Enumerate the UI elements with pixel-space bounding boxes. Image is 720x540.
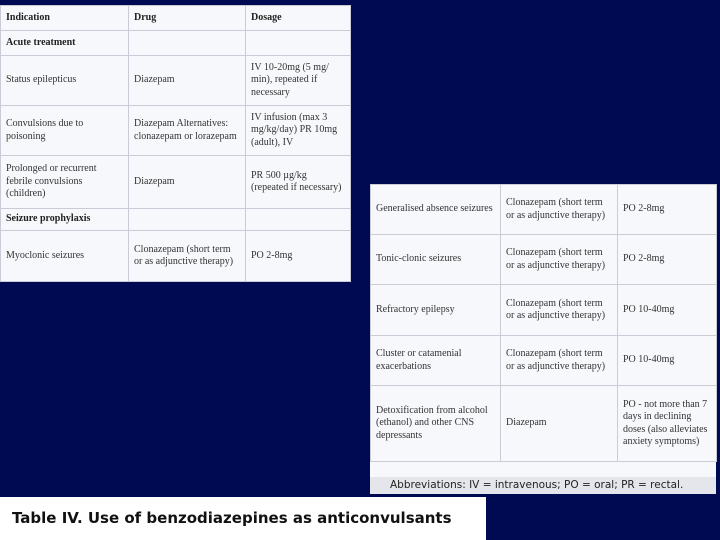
drug-cell: Diazepam Alternatives: clonazepam or lorazepam	[129, 106, 246, 156]
drug-cell: Clonazepam (short term or as adjunctive therapy)	[501, 185, 618, 235]
drug-cell: Diazepam	[129, 156, 246, 209]
drug-cell: Clonazepam (short term or as adjunctive therapy)	[501, 235, 618, 285]
drug-cell: Clonazepam (short term or as adjunctive therapy)	[129, 231, 246, 282]
table-caption: Table IV. Use of benzodiazepines as anticonvulsants	[0, 497, 486, 540]
table-row	[1, 56, 351, 106]
dosage-cell: PO 10-40mg	[618, 336, 717, 386]
table-row	[371, 185, 717, 235]
drug-cell: Clonazepam (short term or as adjunctive therapy)	[501, 336, 618, 386]
drug-cell: Diazepam	[129, 56, 246, 106]
dosage-cell: IV infusion (max 3 mg/kg/day) PR 10mg (adult), IV	[246, 106, 351, 156]
benzodiazepine-table-part-2	[370, 184, 717, 462]
indication-cell: Generalised absence seizures	[371, 185, 501, 235]
dosage-cell: PO 2-8mg	[618, 185, 717, 235]
indication-cell: Myoclonic seizures	[1, 231, 129, 282]
section-row	[1, 31, 351, 56]
header-drug: Drug	[129, 6, 246, 31]
table-row	[371, 386, 717, 462]
section-label: Seizure prophylaxis	[1, 209, 129, 231]
indication-cell: Cluster or catamenial exacerbations	[371, 336, 501, 386]
table-row	[1, 156, 351, 209]
indication-cell: Status epilepticus	[1, 56, 129, 106]
table-panel-left	[0, 5, 350, 282]
benzodiazepine-table-part-1	[0, 5, 351, 282]
dosage-cell: PO 2-8mg	[246, 231, 351, 282]
header-dosage: Dosage	[246, 6, 351, 31]
table-header-row	[1, 6, 351, 31]
section-label: Acute treatment	[1, 31, 129, 56]
indication-cell: Detoxification from alcohol (ethanol) and other CNS depressants	[371, 386, 501, 462]
drug-cell: Diazepam	[501, 386, 618, 462]
dosage-cell: PR 500 µg/kg (repeated if necessary)	[246, 156, 351, 209]
dosage-cell: IV 10-20mg (5 mg/ min), repeated if necessary	[246, 56, 351, 106]
table-row	[371, 285, 717, 336]
abbreviations-note: Abbreviations: IV = intravenous; PO = oral; PR = rectal.	[370, 477, 716, 494]
table-row	[1, 106, 351, 156]
table-panel-right	[370, 184, 716, 494]
indication-cell: Convulsions due to poisoning	[1, 106, 129, 156]
table-row	[371, 336, 717, 386]
header-indication: Indication	[1, 6, 129, 31]
section-row	[1, 209, 351, 231]
dosage-cell: PO 10-40mg	[618, 285, 717, 336]
table-row	[371, 235, 717, 285]
indication-cell: Prolonged or recurrent febrile convulsions (children)	[1, 156, 129, 209]
dosage-cell: PO 2-8mg	[618, 235, 717, 285]
dosage-cell: PO - not more than 7 days in declining doses (also alleviates anxiety symptoms)	[618, 386, 717, 462]
table-row	[1, 231, 351, 282]
indication-cell: Refractory epilepsy	[371, 285, 501, 336]
indication-cell: Tonic-clonic seizures	[371, 235, 501, 285]
drug-cell: Clonazepam (short term or as adjunctive therapy)	[501, 285, 618, 336]
